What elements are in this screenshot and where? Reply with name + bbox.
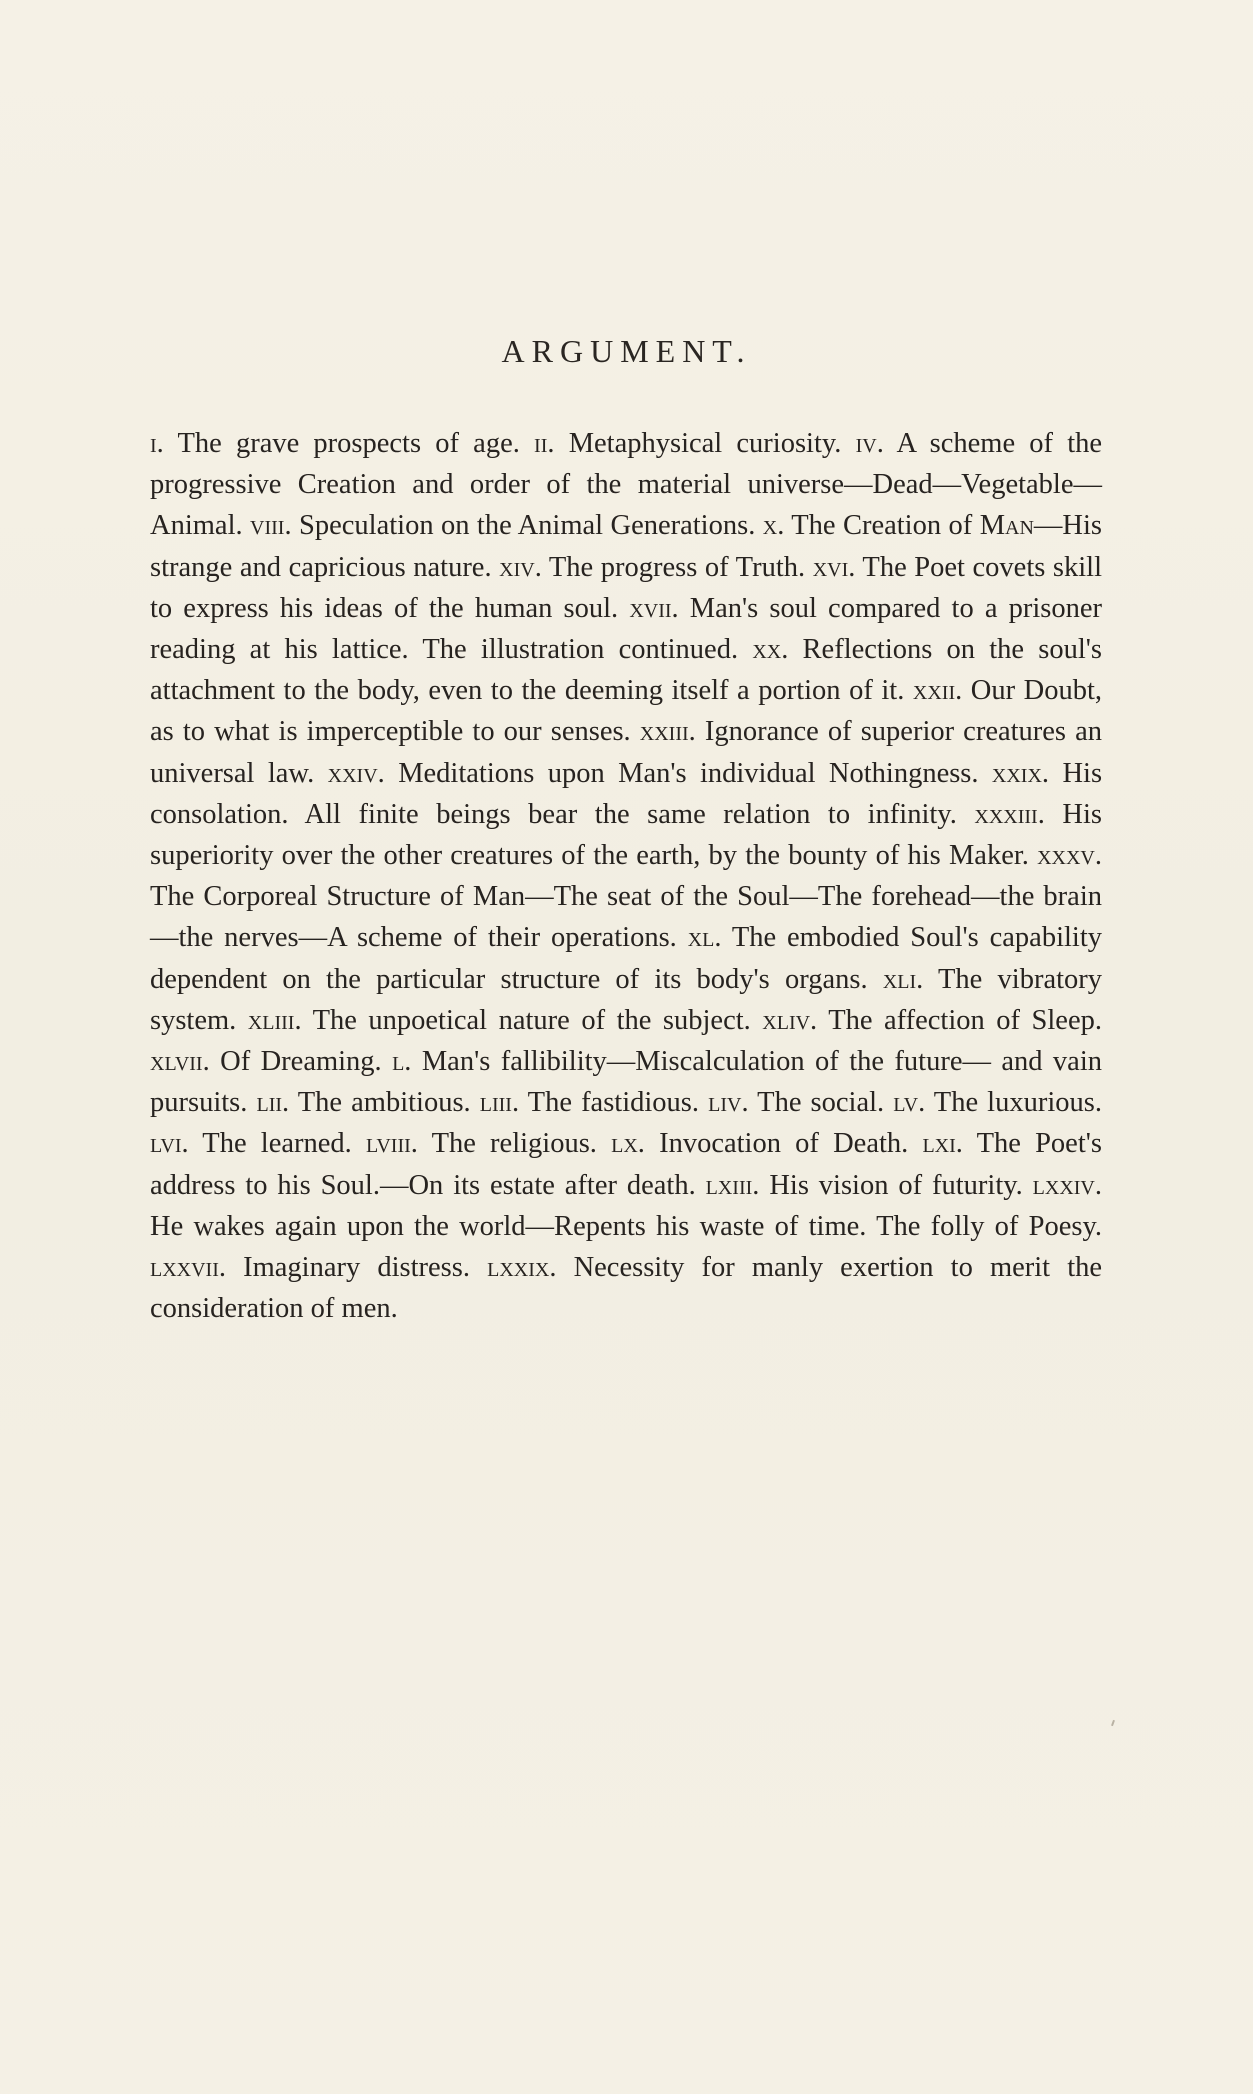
section-text: His consolation. All finite beings bear the same relation to infinity. bbox=[150, 757, 1103, 830]
section-text: The embodied Soul's capability dependent on the particular structure of its body's organs. bbox=[150, 922, 1103, 995]
section-number: xx. bbox=[752, 634, 789, 666]
section-number: l. bbox=[392, 1046, 412, 1078]
section-text: The vibratory system. bbox=[150, 963, 1102, 1036]
section-text: The grave prospects of age. bbox=[177, 428, 520, 459]
section-number: ii. bbox=[534, 428, 555, 459]
section-text: Imaginary distress. bbox=[243, 1252, 470, 1284]
section-text: Meditations upon Man's individual Nothingness. bbox=[398, 757, 979, 789]
section-number: viii. bbox=[250, 510, 292, 542]
section-number: xxix. bbox=[991, 757, 1050, 789]
section-number: xxxiii. bbox=[974, 798, 1045, 830]
section-text: A scheme of the progressive Creation and order of the material universe—Dead—Vegetable—Animal. bbox=[150, 428, 1103, 542]
section-text: The learned. bbox=[202, 1128, 352, 1160]
section-text: He wakes again upon the world—Repents his waste of time. The folly of Poesy. bbox=[150, 1210, 1102, 1242]
section-number: xlvii. bbox=[150, 1046, 210, 1078]
section-number: lv. bbox=[893, 1087, 926, 1119]
section-text: The Poet covets skill to express his ideas of the human soul. bbox=[150, 551, 1102, 624]
section-text: Necessity for manly exertion to merit the consideration of men. bbox=[150, 1252, 1103, 1325]
section-number: liv. bbox=[708, 1087, 749, 1119]
section-text: His vision of futurity. bbox=[769, 1169, 1023, 1201]
section-number: xxii. bbox=[912, 675, 963, 707]
section-text: Ignorance of superior creatures an universal law. bbox=[150, 716, 1103, 789]
section-number: lii. bbox=[256, 1087, 290, 1119]
section-text: The fastidious. bbox=[527, 1087, 700, 1119]
section-number: xiv. bbox=[499, 551, 542, 583]
section-text: Metaphysical curiosity. bbox=[568, 428, 842, 459]
section-text: The affection of Sleep. bbox=[828, 1004, 1102, 1036]
section-text: Reflections on the soul's attachment to the body, even to the deeming itself a portion of it. bbox=[150, 634, 1103, 707]
section-text-part: The Creation of bbox=[791, 510, 980, 542]
section-text: The Poet's address to his Soul.—On its estate after death. bbox=[150, 1128, 1102, 1201]
section-text: The ambitious. bbox=[297, 1087, 471, 1119]
section-text: Of Dreaming. bbox=[220, 1046, 382, 1078]
section-number: i. bbox=[150, 428, 164, 459]
section-text: The progress of Truth. bbox=[548, 551, 806, 583]
section-text: His superiority over the other creatures of the earth, by the bounty of his Maker. bbox=[150, 798, 1103, 872]
section-text: Man's fallibility—Miscalculation of the future— and vain pursuits. bbox=[150, 1046, 1103, 1119]
section-number: liii. bbox=[479, 1087, 520, 1119]
section-text: Speculation on the Animal Generations. bbox=[299, 510, 756, 542]
section-number: xxxv. bbox=[1037, 840, 1102, 872]
paper-speck bbox=[1111, 1720, 1115, 1726]
section-text: The luxurious. bbox=[933, 1087, 1102, 1119]
section-number: xliii. bbox=[247, 1004, 302, 1036]
section-number: xxiii. bbox=[639, 716, 696, 748]
section-number: xl. bbox=[687, 922, 722, 954]
section-number: lxxvii. bbox=[150, 1252, 226, 1284]
argument-paragraph bbox=[150, 423, 1102, 1329]
section-text: The religious. bbox=[431, 1128, 597, 1160]
section-number: xli. bbox=[882, 963, 924, 995]
section-number: lxxiv. bbox=[1032, 1169, 1103, 1201]
section-number: lxi. bbox=[922, 1128, 963, 1160]
section-text: The social. bbox=[757, 1087, 885, 1119]
section-number: iv. bbox=[855, 428, 884, 459]
section-number: lviii. bbox=[365, 1128, 418, 1160]
section-number: lxxix. bbox=[487, 1252, 557, 1284]
section-number: x. bbox=[762, 510, 785, 542]
page-heading: ARGUMENT. bbox=[501, 333, 752, 369]
section-number: xvii. bbox=[629, 592, 679, 624]
section-number: xxiv. bbox=[327, 757, 385, 789]
section-text: Invocation of Death. bbox=[659, 1128, 909, 1160]
section-number: lx. bbox=[611, 1128, 645, 1160]
small-caps-word: Man bbox=[979, 510, 1034, 542]
section-number: xliv. bbox=[762, 1004, 818, 1036]
section-number: xvi. bbox=[812, 551, 856, 583]
section-text: The Corporeal Structure of Man—The seat of the Soul—The forehead—the brain—the nerves—A scheme of their operations. bbox=[150, 881, 1102, 954]
section-text: Our Doubt, as to what is imperceptible to our senses. bbox=[150, 675, 1103, 748]
section-text: Man's soul compared to a prisoner reading at his lattice. The illustration continued. bbox=[150, 592, 1103, 666]
section-text: The unpoetical nature of the subject. bbox=[312, 1004, 751, 1036]
section-text-part: —His strange and capricious nature. bbox=[150, 510, 1103, 583]
section-number: lxiii. bbox=[705, 1169, 760, 1201]
section-number: lvi. bbox=[150, 1128, 189, 1160]
